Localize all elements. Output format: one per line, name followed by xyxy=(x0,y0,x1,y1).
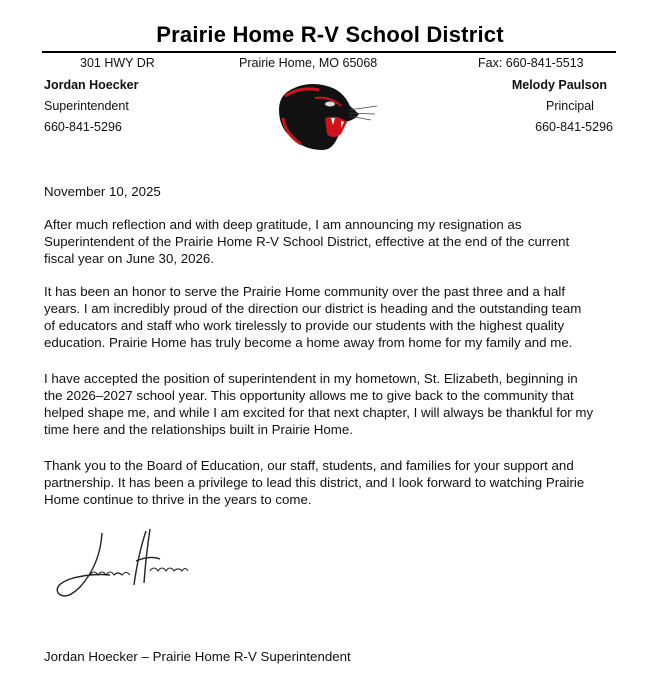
paragraph-line: of educators and staff who work tirelessly to provide our students with the highest quality xyxy=(44,318,565,333)
paragraph-line: Thank you to the Board of Education, our staff, students, and families for your support and xyxy=(44,458,574,473)
address: 301 HWY DR xyxy=(80,56,155,70)
paragraph-line: helped shape me, and while I am excited for that next chapter, I will always be thankful for my xyxy=(44,405,594,420)
paragraph-line: After much reflection and with deep gratitude, I am announcing my resignation as xyxy=(44,217,522,232)
paragraph-2 xyxy=(44,283,581,351)
paragraph-line: the 2026–2027 school year. This opportunity allows me to give back to the community that xyxy=(44,388,574,403)
paragraph-line: I have accepted the position of superintendent in my hometown, St. Elizabeth, beginning in xyxy=(44,371,578,386)
closing-signature-line: Jordan Hoecker – Prairie Home R-V Superintendent xyxy=(44,649,351,664)
paragraph-line: It has been an honor to serve the Prairie Home community over the past three and a half xyxy=(44,284,566,299)
left-contact-phone: 660-841-5296 xyxy=(44,120,122,134)
paragraph-4 xyxy=(44,457,584,508)
right-contact-title: Principal xyxy=(546,99,594,113)
paragraph-3 xyxy=(44,370,593,438)
paragraph-line: education. Prairie Home has truly become a home away from home for my family and me. xyxy=(44,335,573,350)
paragraph-line: Superintendent of the Prairie Home R-V School District, effective at the end of the current xyxy=(44,234,570,249)
paragraph-line: years. I am incredibly proud of the direction our district is heading and the outstanding team xyxy=(44,301,582,316)
fax-number: Fax: 660-841-5513 xyxy=(478,56,584,70)
paragraph-line: fiscal year on June 30, 2026. xyxy=(44,251,215,266)
left-contact-title: Superintendent xyxy=(44,99,129,113)
paragraph-line: Home continue to thrive in the years to come. xyxy=(44,492,312,507)
paragraph-1 xyxy=(44,216,569,267)
right-contact-phone: 660-841-5296 xyxy=(535,120,613,134)
paragraph-line: partnership. It has been a privilege to lead this district, and I look forward to watching Prairie xyxy=(44,475,585,490)
handwritten-signature xyxy=(50,525,200,605)
paragraph-line: time here and the relationships built in Prairie Home. xyxy=(44,422,353,437)
right-contact-name: Melody Paulson xyxy=(511,78,607,92)
letter-date: November 10, 2025 xyxy=(44,184,161,199)
city-state-zip: Prairie Home, MO 65068 xyxy=(239,56,378,70)
district-title: Prairie Home R-V School District xyxy=(156,22,504,47)
left-contact-name: Jordan Hoecker xyxy=(44,78,139,92)
panther-logo-icon xyxy=(275,78,380,153)
header-rule xyxy=(42,51,616,53)
